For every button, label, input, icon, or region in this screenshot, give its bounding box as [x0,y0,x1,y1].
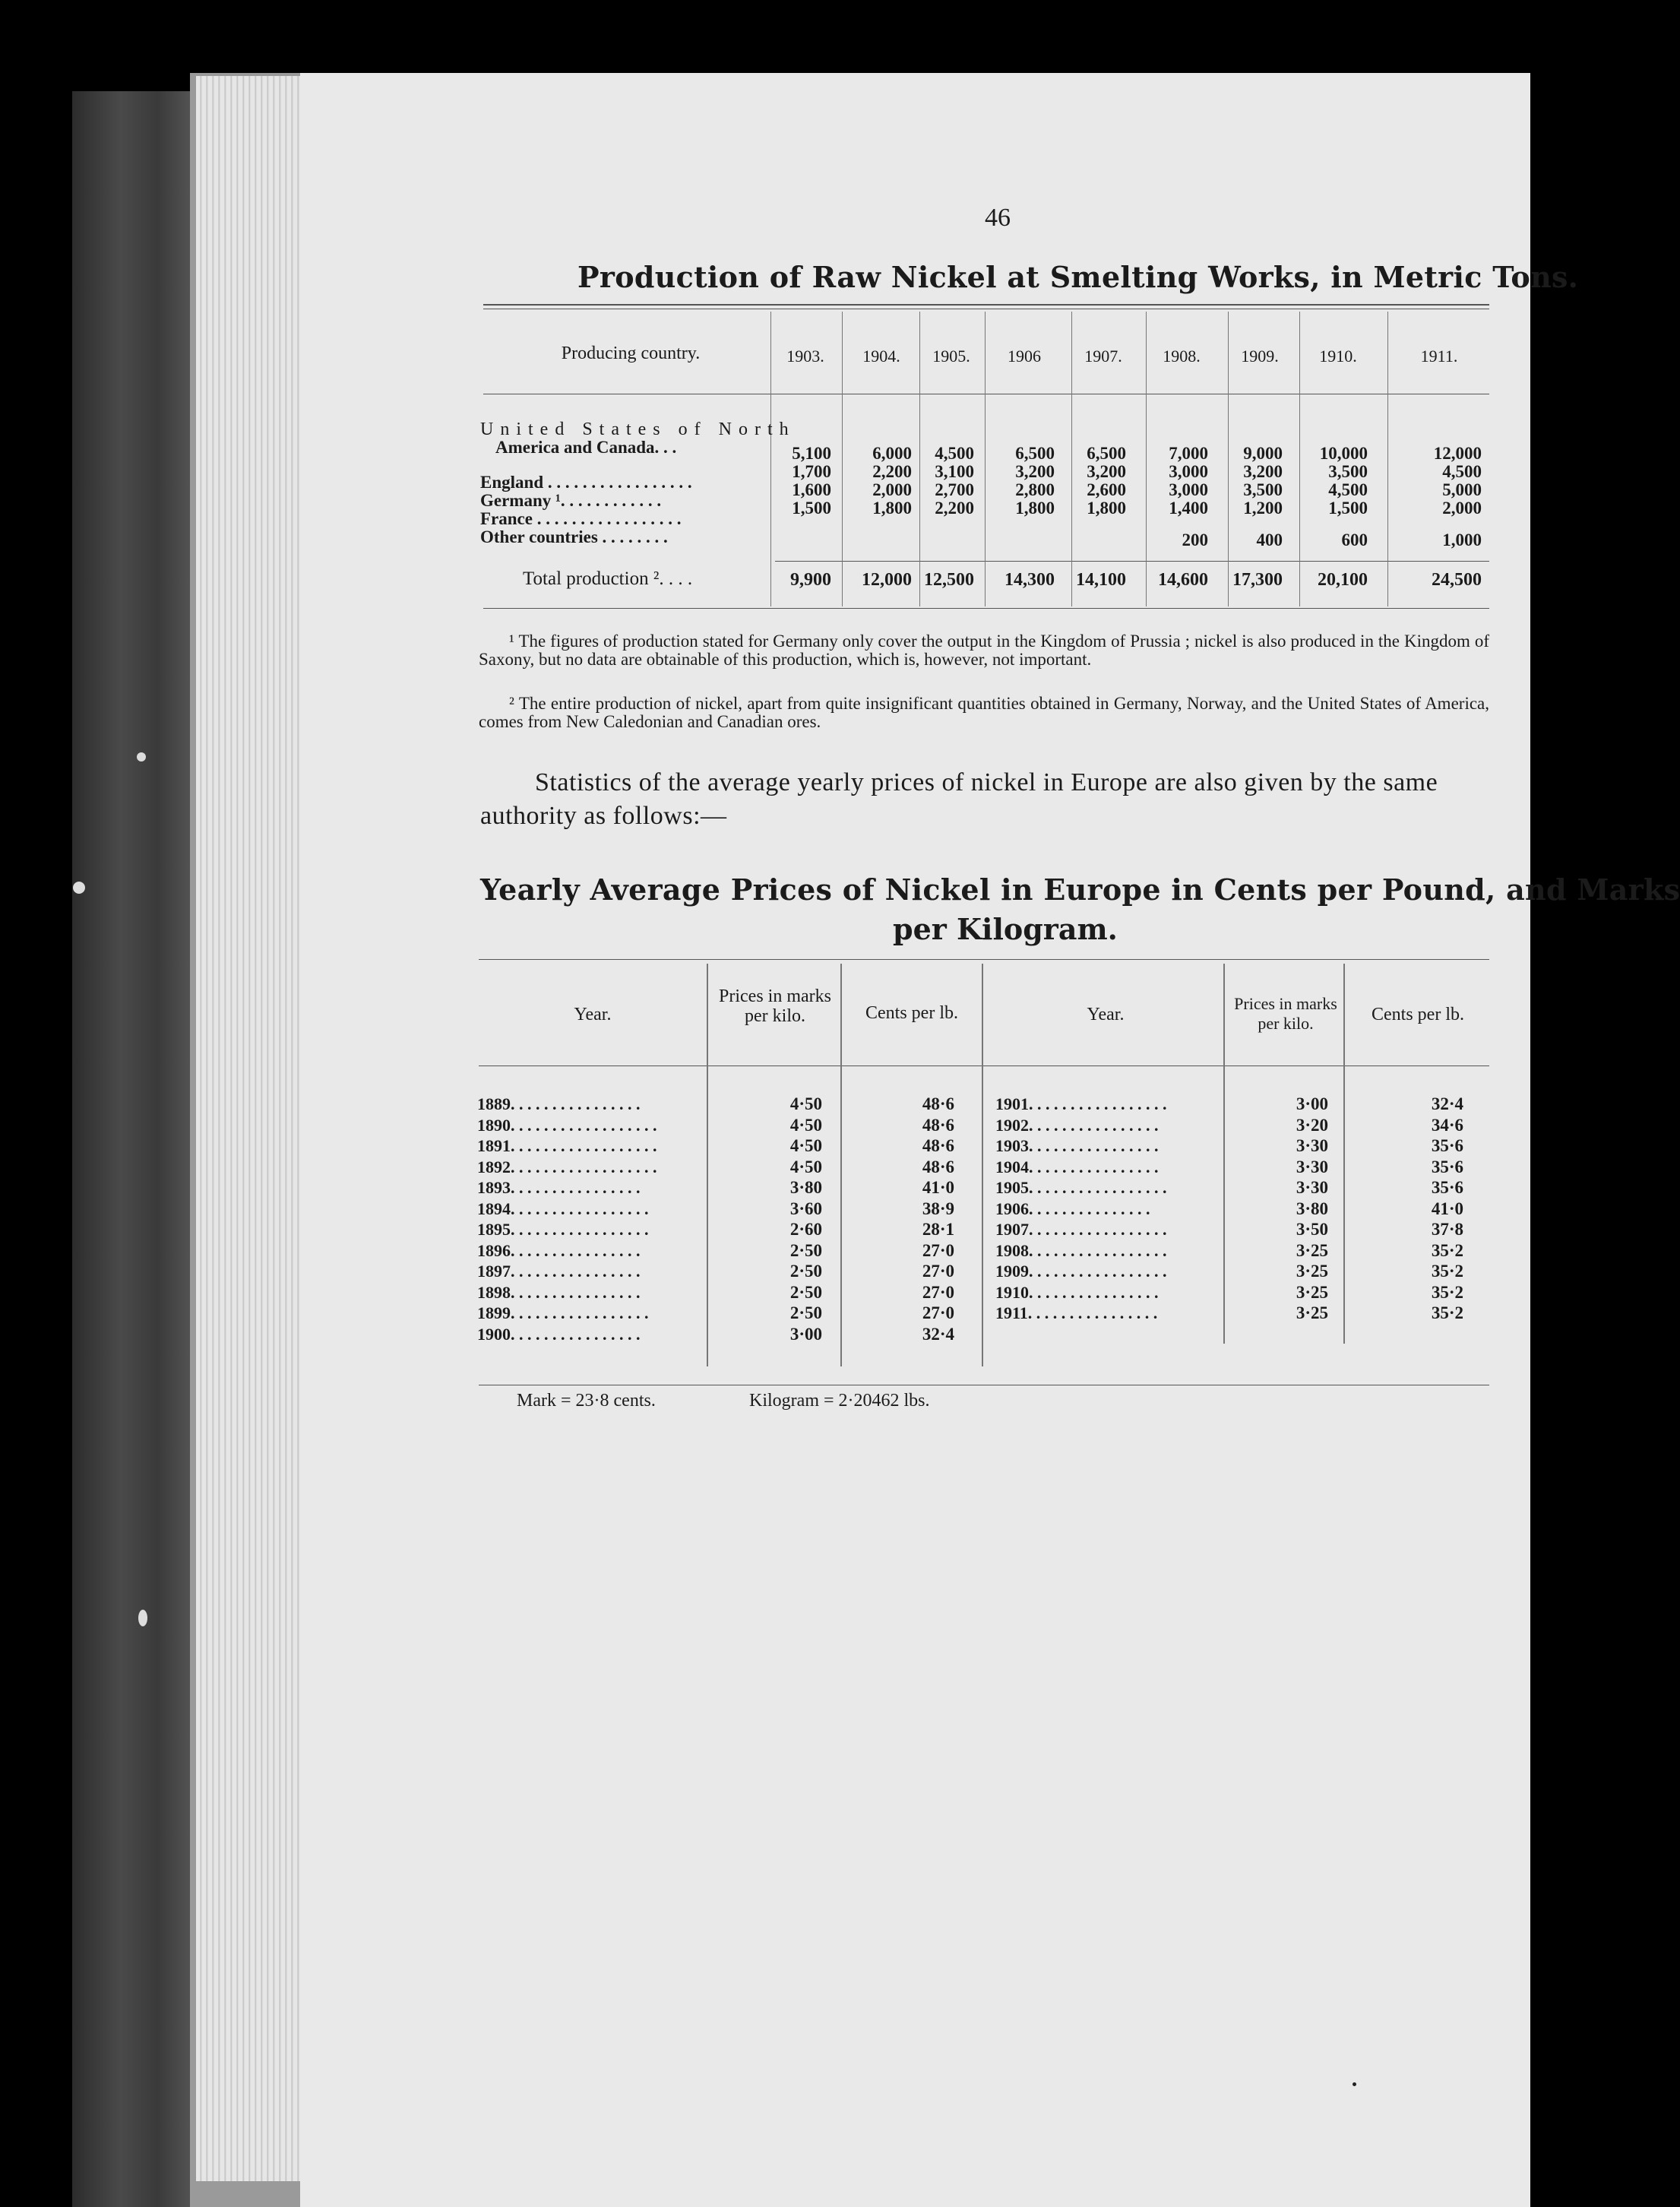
price-row-year: 1909. . . . . . . . . . . . . . . . . [995,1262,1167,1281]
page-edges [196,76,310,2181]
table1-cell: 2,200 [935,499,974,518]
price-row-cents: 28·1 [922,1220,954,1239]
table1-year-header: 1911. [1420,347,1458,366]
price-row-cents: 35·2 [1431,1240,1463,1260]
top-border [0,0,1530,73]
table1-total-cell: 14,100 [1076,570,1126,590]
table1-total-cell: 20,100 [1318,570,1368,590]
table1-col-rule [985,312,986,606]
table1-cell: 5,100 [792,444,831,463]
table1-year-header: 1907. [1084,347,1122,366]
price-row-marks: 2·60 [789,1220,822,1239]
price-row-cents: 48·6 [922,1157,954,1176]
price-row-marks: 3·25 [1296,1282,1328,1302]
price-row-year: 1908. . . . . . . . . . . . . . . . . [995,1240,1167,1260]
table1-cell: 3,500 [1328,462,1368,481]
table1-cell: 1,800 [1015,499,1055,518]
table2-col-rule [1343,964,1345,1344]
price-row-cents: 27·0 [922,1282,954,1302]
dust-speck [138,1610,147,1626]
table1-cell: 3,000 [1169,462,1208,481]
table1-year-header: 1908. [1163,347,1201,366]
table1-row-label: France . . . . . . . . . . . . . . . . . [480,509,682,528]
table1-year-header: 1903. [786,347,824,366]
table1-col-rule [1387,312,1388,606]
price-row-cents: 35·2 [1431,1303,1463,1322]
table1-row-label: England . . . . . . . . . . . . . . . . . [480,473,692,492]
table1-cell: 1,800 [1087,499,1126,518]
table1-year-header: 1910. [1319,347,1357,366]
price-row-cents: 37·8 [1431,1220,1463,1239]
price-row-marks: 3·30 [1296,1136,1328,1155]
table1-cell: 1,500 [792,499,831,518]
table1-cell: 12,000 [1433,444,1482,463]
price-row-cents: 35·6 [1431,1178,1463,1197]
dust-speck [137,752,146,762]
table2-title-line2: per Kilogram. [893,912,1118,946]
price-row-cents: 35·6 [1431,1136,1463,1155]
price-row-marks: 4·50 [789,1136,822,1155]
table2-col-rule [840,964,842,1366]
price-row-year: 1902. . . . . . . . . . . . . . . . [995,1115,1159,1135]
price-row-cents: 32·4 [922,1324,954,1344]
table1-cell: 2,200 [872,462,912,481]
price-row-marks: 2·50 [789,1303,822,1322]
table2-header-cents-left: Cents per lb. [865,1003,958,1023]
price-row-year: 1904. . . . . . . . . . . . . . . . [995,1157,1159,1176]
price-row-year: 1893. . . . . . . . . . . . . . . . [477,1178,641,1197]
table1-cell: 2,600 [1087,480,1126,499]
price-row-year: 1899. . . . . . . . . . . . . . . . . [477,1303,649,1322]
price-row-year: 1903. . . . . . . . . . . . . . . . [995,1136,1159,1155]
table1-cell: 600 [1341,530,1368,549]
table1-cell: 3,000 [1169,480,1208,499]
table1-header-country: Producing country. [561,344,701,363]
price-row-marks: 2·50 [789,1262,822,1281]
table2-header-cents-right: Cents per lb. [1372,1005,1464,1024]
table2-title: Yearly Average Prices of Nickel in Europe in Cents per Pound, and Marks [480,872,1680,907]
price-row-year: 1906. . . . . . . . . . . . . . . [995,1198,1150,1218]
table1-cell: 3,200 [1087,462,1126,481]
price-row-marks: 2·50 [789,1282,822,1302]
price-row-year: 1897. . . . . . . . . . . . . . . . [477,1262,641,1281]
price-row-year: 1898. . . . . . . . . . . . . . . . [477,1282,641,1302]
table2-top-rule [479,959,1489,960]
price-row-marks: 2·50 [789,1240,822,1260]
table1-total-cell: 12,000 [862,570,912,590]
table1-cell: 3,500 [1243,480,1283,499]
price-row-year: 1894. . . . . . . . . . . . . . . . . [477,1198,649,1218]
price-row-cents: 27·0 [922,1262,954,1281]
table2-header-year-left: Year. [574,1005,612,1024]
table1-total-cell: 12,500 [924,570,974,590]
dust-speck [73,882,85,894]
price-row-cents: 35·6 [1431,1157,1463,1176]
price-row-year: 1895. . . . . . . . . . . . . . . . . [477,1220,649,1239]
table1-cell: 5,000 [1442,480,1482,499]
price-row-year: 1907. . . . . . . . . . . . . . . . . [995,1220,1167,1239]
price-row-marks: 3·50 [1296,1220,1328,1239]
table1-top-rule [483,304,1489,306]
footnote-2: ² The entire production of nickel, apart from quite insignificant quantities obtained in Germany, Norway, and the United States of America, comes from New Caledonian and Canadian ores. [479,694,1489,731]
table1-cell: 1,500 [1328,499,1368,518]
price-row-year: 1890. . . . . . . . . . . . . . . . . . [477,1115,657,1135]
price-row-marks: 3·80 [1296,1198,1328,1218]
table1-year-header: 1906 [1008,347,1041,366]
table1-total-label: Total production ². . . . [523,568,693,589]
table1-cell: 1,600 [792,480,831,499]
table1-cell: 2,000 [872,480,912,499]
table1-row-label: Germany ¹. . . . . . . . . . . . [480,491,662,510]
price-row-cents: 35·2 [1431,1282,1463,1302]
price-row-marks: 3·25 [1296,1262,1328,1281]
table1-cell: 2,800 [1015,480,1055,499]
price-row-marks: 3·25 [1296,1240,1328,1260]
table2-header-marks-right: Prices in marks per kilo. [1234,994,1337,1033]
price-row-marks: 4·50 [789,1157,822,1176]
price-row-marks: 3·80 [789,1178,822,1197]
price-row-cents: 38·9 [922,1198,954,1218]
table1-cell: 3,200 [1015,462,1055,481]
table1-total-cell: 9,900 [790,570,831,590]
price-row-year: 1892. . . . . . . . . . . . . . . . . . [477,1157,657,1176]
price-row-marks: 3·00 [1296,1094,1328,1113]
table1-cell: 6,500 [1015,444,1055,463]
price-row-marks: 3·30 [1296,1178,1328,1197]
table1-col-rule [1071,312,1072,606]
table1-total-cell: 24,500 [1432,570,1482,590]
page-number: 46 [985,204,1011,232]
ink-dot [1353,2082,1356,2086]
table2-col-rule [707,964,708,1366]
table1-col-rule [919,312,920,606]
table1-cell: 1,800 [872,499,912,518]
price-row-cents: 35·2 [1431,1262,1463,1281]
table1-col-rule [1146,312,1147,606]
price-row-year: 1911. . . . . . . . . . . . . . . . [995,1303,1158,1322]
table1-cell: 4,500 [1328,480,1368,499]
table1-col-rule [1299,312,1300,606]
table1-cell: 6,500 [1087,444,1126,463]
table1-cell: 4,500 [1442,462,1482,481]
table1-cell: 6,000 [872,444,912,463]
table1-cell: 1,200 [1243,499,1283,518]
price-row-year: 1905. . . . . . . . . . . . . . . . . [995,1178,1167,1197]
price-row-marks: 3·30 [1296,1157,1328,1176]
price-row-cents: 27·0 [922,1303,954,1322]
price-row-cents: 41·0 [922,1178,954,1197]
table1-cell: 1,000 [1442,530,1482,549]
price-row-cents: 34·6 [1431,1115,1463,1135]
table1-cell: 10,000 [1319,444,1368,463]
table2-col-rule [1223,964,1225,1344]
footnote-1: ¹ The figures of production stated for Germany only cover the output in the Kingdom of Prussia ; nickel is also produced in the Kingdom of Saxony, but no data are obtainable of this production, which is, however, not important. [479,632,1489,669]
table2-col-rule [982,964,983,1366]
price-row-cents: 48·6 [922,1136,954,1155]
price-row-cents: 27·0 [922,1240,954,1260]
table1-total-cell: 17,300 [1232,570,1283,590]
table1-col-rule [842,312,843,606]
table1-total-rule [775,561,1489,562]
table1-cell: 3,100 [935,462,974,481]
table1-cell: 2,000 [1442,499,1482,518]
film-border [72,91,194,2207]
table1-cell: 400 [1256,530,1283,549]
table1-year-header: 1909. [1241,347,1279,366]
table1-cell: 1,700 [792,462,831,481]
table1-row-label: America and Canada. . . [495,438,677,457]
price-row-cents: 32·4 [1431,1094,1463,1113]
table1-cell: 9,000 [1243,444,1283,463]
price-row-year: 1896. . . . . . . . . . . . . . . . [477,1240,641,1260]
price-row-year: 1901. . . . . . . . . . . . . . . . . [995,1094,1167,1113]
table1-cell: 1,400 [1169,499,1208,518]
price-row-marks: 3·20 [1296,1115,1328,1135]
table1-total-cell: 14,300 [1005,570,1055,590]
table1-bottom-rule [483,608,1489,609]
price-row-cents: 41·0 [1431,1198,1463,1218]
price-row-marks: 3·25 [1296,1303,1328,1322]
table1-row-label: United States of North [480,420,796,439]
price-row-cents: 48·6 [922,1094,954,1113]
table1-title: Production of Raw Nickel at Smelting Works, in Metric Tons. [577,260,1579,294]
table1-cell: 200 [1182,530,1208,549]
price-row-marks: 3·60 [789,1198,822,1218]
table1-total-cell: 14,600 [1158,570,1208,590]
table1-cell: 2,700 [935,480,974,499]
price-row-year: 1889. . . . . . . . . . . . . . . . [477,1094,641,1113]
table2-header-marks-left: Prices in marks per kilo. [719,986,831,1026]
price-row-marks: 3·00 [789,1324,822,1344]
table1-year-header: 1904. [862,347,900,366]
table1-year-header: 1905. [932,347,970,366]
price-row-marks: 4·50 [789,1115,822,1135]
table1-cell: 3,200 [1243,462,1283,481]
price-row-year: 1900. . . . . . . . . . . . . . . . [477,1324,641,1344]
price-row-marks: 4·50 [789,1094,822,1113]
price-row-cents: 48·6 [922,1115,954,1135]
price-row-year: 1891. . . . . . . . . . . . . . . . . . [477,1136,657,1155]
footer-mark: Mark = 23·8 cents. [517,1391,656,1411]
table1-cell: 7,000 [1169,444,1208,463]
table1-col-rule [770,312,771,606]
footer-kilogram: Kilogram = 2·20462 lbs. [749,1391,930,1411]
table1-col-rule [1228,312,1229,606]
price-row-year: 1910. . . . . . . . . . . . . . . . [995,1282,1159,1302]
intro-paragraph: Statistics of the average yearly prices of nickel in Europe are also given by the same authority as follows:— [480,768,1438,830]
table2-header-year-right: Year. [1087,1005,1125,1024]
table1-cell: 4,500 [935,444,974,463]
table1-row-label: Other countries . . . . . . . . [480,527,668,546]
